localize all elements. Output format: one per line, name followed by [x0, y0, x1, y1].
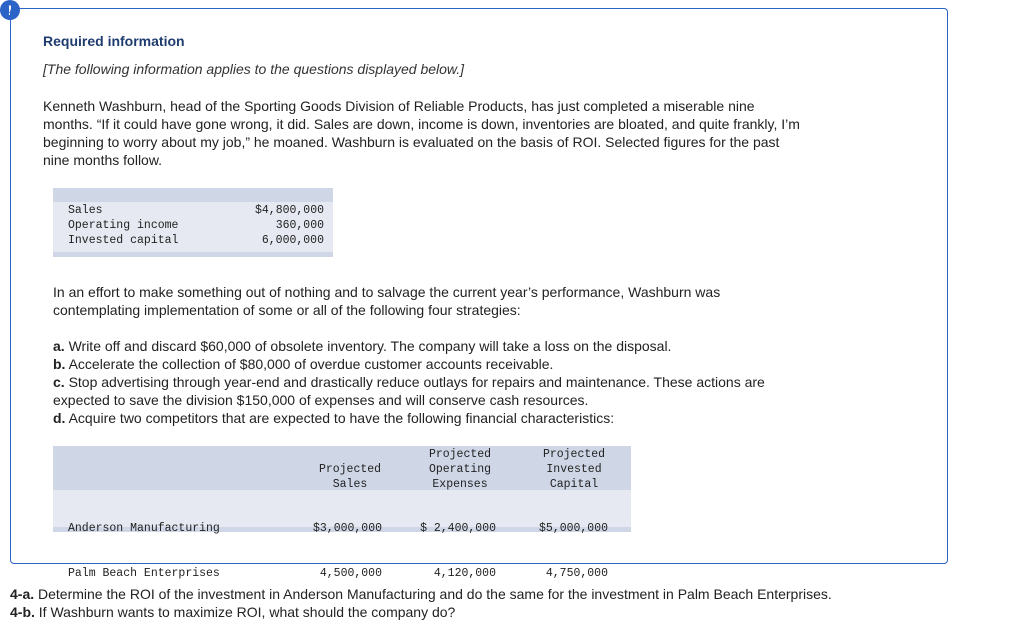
- strategy-a: [53, 337, 923, 355]
- effort-paragraph: [53, 283, 923, 319]
- table-row: [68, 233, 324, 248]
- strategy-text: expected to save the division $150,000 of expenses and will conserve cash resources.: [53, 392, 589, 408]
- question-label: 4-b.: [10, 604, 35, 620]
- competitor-sales-col: [300, 491, 382, 596]
- competitor-sales: 4,500,000: [319, 567, 382, 580]
- alert-icon: !: [0, 0, 20, 20]
- required-info-title: Required information: [43, 33, 185, 49]
- competitor-name: Anderson Manufacturing: [68, 522, 220, 535]
- header-expenses: [410, 447, 510, 492]
- intro-line: Kenneth Washburn, head of the Sporting Goods Division of Reliable Products, has just completed a miserable nine: [43, 98, 755, 114]
- question-text: Determine the ROI of the investment in Anderson Manufacturing and do the same for the investment in Palm Beach Enterprises.: [38, 586, 832, 602]
- competitor-capital: $5,000,000: [538, 522, 608, 535]
- competitor-capital: 4,750,000: [545, 567, 608, 580]
- strategy-text: Accelerate the collection of $80,000 of overdue customer accounts receivable.: [68, 356, 554, 372]
- header-capital: [524, 447, 624, 492]
- competitor-name: Palm Beach Enterprises: [68, 567, 220, 580]
- header-line: Capital: [549, 478, 599, 491]
- header-line: Invested: [546, 463, 602, 476]
- strategy-letter: c.: [53, 374, 65, 390]
- figures-table: [68, 203, 324, 248]
- intro-line: months. “If it could have gone wrong, it did. Sales are down, income is down, inventories are bloated, and quite frankly, I’m: [43, 116, 800, 132]
- required-info-note: [The following information applies to the questions displayed below.]: [43, 61, 465, 77]
- strategy-b: [53, 355, 923, 373]
- intro-line: nine months follow.: [43, 152, 163, 168]
- effort-line: contemplating implementation of some or all of the following four strategies:: [53, 302, 521, 318]
- figure-label: Invested capital: [68, 234, 179, 247]
- header-line: Projected: [428, 448, 492, 461]
- competitor-expenses: 4,120,000: [433, 567, 496, 580]
- question-4a: [10, 585, 832, 603]
- table-row: [68, 203, 324, 218]
- header-line: Projected: [318, 463, 382, 476]
- header-line: [300, 447, 400, 462]
- strategy-letter: d.: [53, 410, 66, 426]
- strategy-letter: a.: [53, 338, 65, 354]
- question-text: If Washburn wants to maximize ROI, what should the company do?: [38, 604, 456, 620]
- strategy-text: Stop advertising through year-end and drastically reduce outlays for repairs and maintenance. These actions are: [68, 374, 765, 390]
- competitor-names: [68, 491, 220, 596]
- competitor-expenses-col: [410, 491, 496, 596]
- competitor-expenses: $ 2,400,000: [420, 522, 496, 535]
- question-label: 4-a.: [10, 586, 35, 602]
- intro-line: beginning to worry about my job,” he moaned. Washburn is evaluated on the basis of ROI. Selected figures for the past: [43, 134, 780, 150]
- header-line: Sales: [332, 478, 368, 491]
- strategy-text: Write off and discard $60,000 of obsolete inventory. The company will take a loss on the disposal.: [68, 338, 672, 354]
- figure-label: Operating income: [68, 219, 179, 232]
- strategy-d: [53, 409, 923, 427]
- competitor-capital-col: [524, 491, 608, 596]
- question-4b: [10, 603, 455, 621]
- intro-paragraph: [43, 97, 913, 169]
- competitor-sales: $3,000,000: [312, 522, 382, 535]
- figures-table-header-bar: [53, 188, 333, 202]
- figure-value: 6,000,000: [261, 234, 324, 247]
- figures-table-footer-bar: [53, 252, 333, 257]
- table-row: [68, 218, 324, 233]
- header-sales: [300, 447, 400, 492]
- figure-value: $4,800,000: [254, 204, 324, 217]
- strategy-text: Acquire two competitors that are expected to have the following financial characteristics:: [68, 410, 615, 426]
- figure-label: Sales: [68, 204, 103, 217]
- header-line: Projected: [542, 448, 606, 461]
- strategy-c: [53, 373, 923, 409]
- strategy-letter: b.: [53, 356, 66, 372]
- header-line: Operating: [428, 463, 492, 476]
- figure-value: 360,000: [275, 219, 324, 232]
- header-line: Expenses: [432, 478, 488, 491]
- effort-line: In an effort to make something out of nothing and to salvage the current year’s performance, Washburn was: [53, 284, 721, 300]
